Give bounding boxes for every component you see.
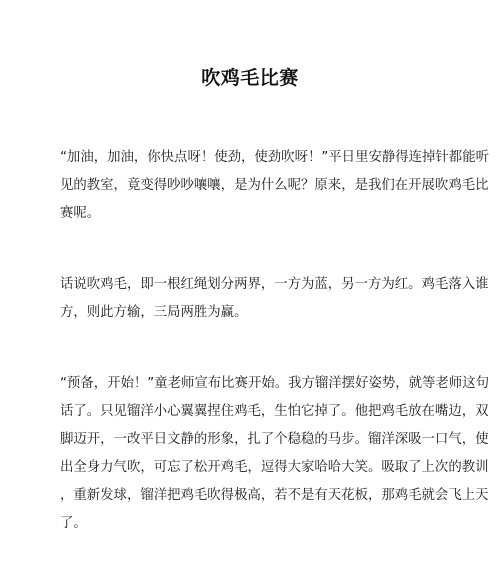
paragraph-line: “加油，加油，你快点呀！使劲，使劲吹呀！”平日里安静得连掉针都能听 bbox=[60, 150, 489, 165]
paragraph-line: 脚迈开，一改平日文静的形象，扎了个稳稳的马步。镏洋深吸一口气，使 bbox=[60, 432, 489, 447]
paragraph-1 bbox=[60, 144, 489, 228]
document-title: 吹鸡毛比赛 bbox=[201, 67, 299, 89]
paragraph-3 bbox=[60, 370, 489, 538]
paragraph-line: 见的教室，竟变得吵吵嚷嚷，是为什么呢？原来，是我们在开展吹鸡毛比 bbox=[60, 178, 489, 193]
paragraph-line: 赛呢。 bbox=[60, 206, 101, 221]
paragraph-line: 出全身力气吹，可忘了松开鸡毛，逗得大家哈哈大笑。吸取了上次的教训 bbox=[60, 460, 489, 475]
paragraph-line: 话了。只见镏洋小心翼翼捏住鸡毛，生怕它掉了。他把鸡毛放在嘴边，双 bbox=[60, 404, 489, 419]
paragraph-line: 了。 bbox=[60, 516, 87, 531]
paragraph-line: ，重新发球，镏洋把鸡毛吹得极高，若不是有天花板，那鸡毛就会飞上天 bbox=[60, 488, 489, 503]
paragraph-line: 话说吹鸡毛，即一根红绳划分两界，一方为蓝，另一方为红。鸡毛落入谁 bbox=[60, 277, 489, 292]
paragraph-2 bbox=[60, 271, 489, 327]
paragraph-line: 方，则此方输，三局两胜为赢。 bbox=[60, 305, 248, 320]
paragraph-line: “预备，开始！”童老师宣布比赛开始。我方镏洋摆好姿势，就等老师这句 bbox=[60, 376, 489, 391]
